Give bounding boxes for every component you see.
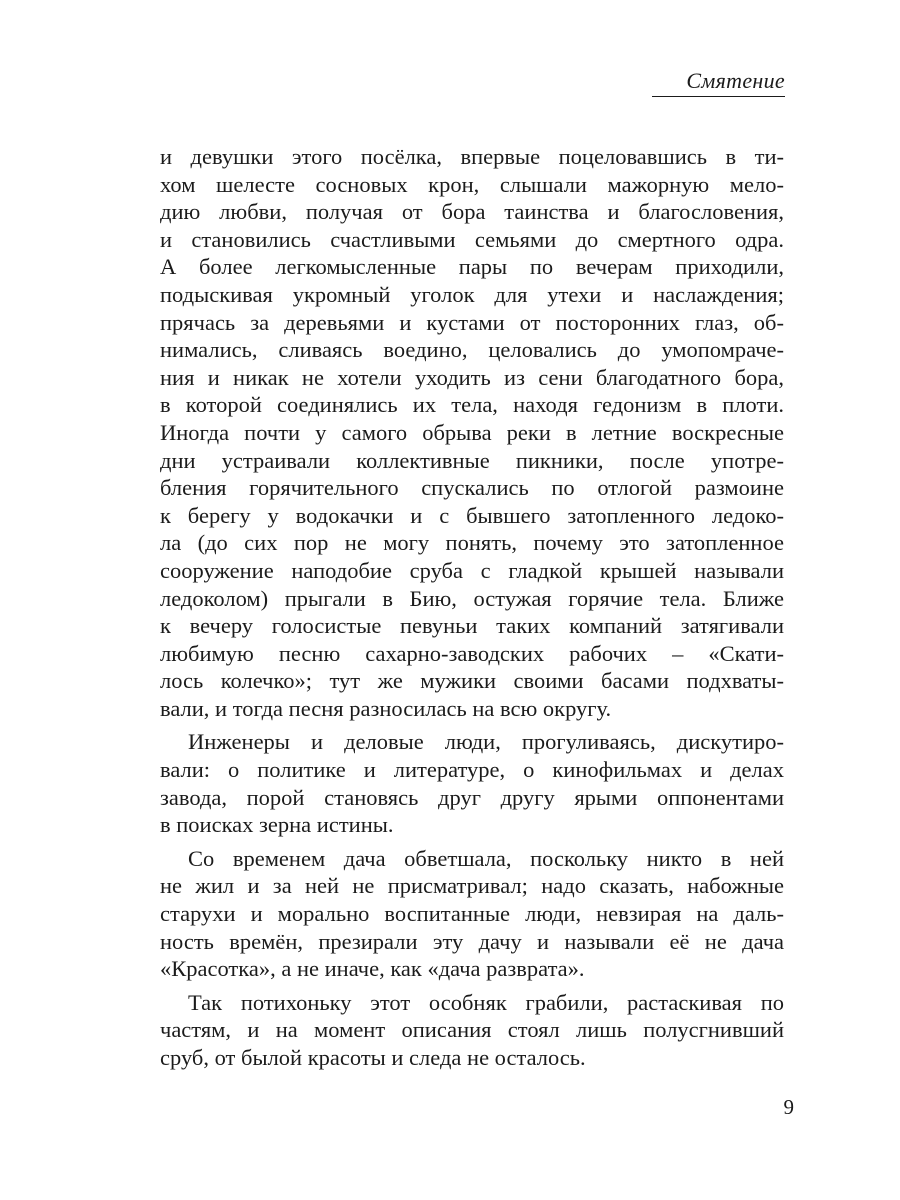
text-line: ледоколом) прыгали в Бию, остужая горячие тела. Ближе	[160, 585, 784, 611]
text-line: вали, и тогда песня разносилась на всю округу.	[160, 695, 612, 721]
text-line: вали: о политике и литературе, о кинофильмах и делах	[160, 757, 784, 783]
text-line: к вечеру голосистые певуньи таких компаний затягивали	[160, 613, 784, 639]
text-line: в поисках зерна истины.	[160, 812, 394, 838]
running-header	[652, 66, 785, 97]
text-line: прячась за деревьями и кустами от посторонних глаз, об-	[160, 309, 784, 335]
text-line: сооружение наподобие сруба с гладкой крышей называли	[160, 557, 784, 583]
text-line: частям, и на момент описания стоял лишь полусгнивший	[160, 1017, 784, 1043]
running-header-title: Смятение	[686, 68, 785, 93]
text-line: бления горячительного спускались по отлогой размоине	[160, 475, 784, 501]
text-line: не жил и за ней не присматривал; надо сказать, набожные	[160, 873, 784, 899]
text-line: ность времён, презирали эту дачу и называли её не дача	[160, 928, 784, 954]
text-line: завода, порой становясь друг другу ярыми оппонентами	[160, 784, 784, 810]
text-line: дни устраивали коллективные пикники, после употре-	[160, 447, 784, 473]
text-line: старухи и морально воспитанные люди, невзирая на даль-	[160, 901, 784, 927]
text-line: ния и никак не хотели уходить из сени благодатного бора,	[160, 364, 784, 390]
text-line: и девушки этого посёлка, впервые поцеловавшись в ти-	[160, 144, 784, 169]
text-line: подыскивая укромный уголок для утехи и наслаждения;	[160, 281, 784, 307]
text-line: лось колечко»; тут же мужики своими басами подхваты-	[160, 668, 784, 694]
text-line: Иногда почти у самого обрыва реки в летние воскресные	[160, 419, 784, 445]
text-line: и становились счастливыми семьями до смертного одра.	[160, 226, 784, 252]
text-line: Так потихоньку этот особняк грабили, растаскивая по	[188, 989, 784, 1015]
body-text	[160, 143, 784, 1072]
text-line: сруб, от былой красоты и следа не осталось.	[160, 1045, 586, 1070]
text-line: Инженеры и деловые люди, прогуливаясь, дискутиро-	[188, 729, 784, 755]
text-line: любимую песню сахарно-заводских рабочих – «Скати-	[160, 640, 784, 666]
text-line: хом шелесте сосновых крон, слышали мажорную мело-	[160, 171, 784, 197]
text-line: Со временем дача обветшала, поскольку никто в ней	[188, 845, 784, 871]
text-line: нимались, сливаясь воедино, целовались до умопомраче-	[160, 337, 784, 363]
text-line: ла (до сих пор не могу понять, почему это затопленное	[160, 530, 784, 556]
text-line: дию любви, получая от бора таинства и благословения,	[160, 199, 784, 225]
page-number: 9	[783, 1095, 794, 1119]
text-line: в которой соединялись их тела, находя гедонизм в плоти.	[160, 392, 784, 418]
text-line: «Красотка», а не иначе, как «дача разврата».	[160, 956, 585, 982]
text-line: к берегу у водокачки и с бывшего затопленного ледоко-	[160, 502, 784, 528]
text-line: А более легкомысленные пары по вечерам приходили,	[160, 254, 784, 280]
